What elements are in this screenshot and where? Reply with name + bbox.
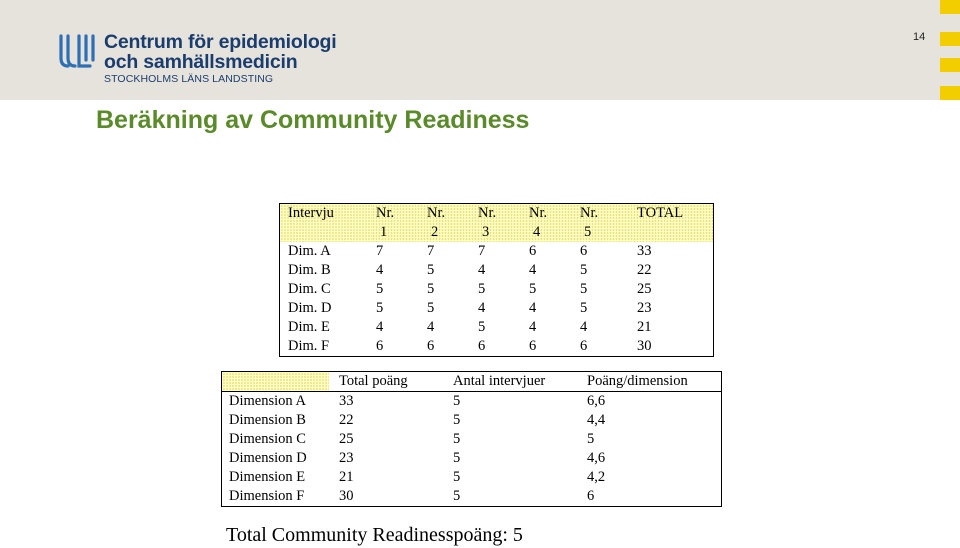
header-cell-interview: Nr. 1 xyxy=(372,204,423,243)
header-cell-total-points: Total poäng xyxy=(329,372,439,392)
table-row: Dim. D 5 5 4 4 5 23 xyxy=(288,300,652,316)
slide-header xyxy=(0,0,960,100)
table-row: Dim. F 6 6 6 6 6 30 xyxy=(288,338,652,354)
decoration-square xyxy=(940,0,960,14)
page-number: 14 xyxy=(913,31,926,43)
header-cell-points-per-dimension: Poäng/dimension xyxy=(577,372,722,392)
header-cell-interview-count: Antal intervjuer xyxy=(439,372,577,392)
header-cell-interview: Nr. 2 xyxy=(423,204,474,243)
header-cell-empty xyxy=(222,372,330,392)
table-row: Dim. C 5 5 5 5 5 25 xyxy=(288,281,652,297)
dimension-score-table xyxy=(221,371,722,507)
interview-table xyxy=(279,203,714,357)
logo-subtitle: och samhällsmedicin xyxy=(104,51,298,73)
interview-table-header xyxy=(280,204,714,243)
table-row: Dimension E 21 5 4,2 xyxy=(229,469,606,485)
sll-logo-icon xyxy=(56,32,100,70)
table-row: Dim. B 4 5 4 4 5 22 xyxy=(288,262,652,278)
header-cell-interview: Nr. 4 xyxy=(525,204,576,243)
header-cell-interview: Nr. 3 xyxy=(474,204,525,243)
table-row: Dimension F 30 5 6 xyxy=(229,488,595,504)
table-row: Dimension B 22 5 4,4 xyxy=(229,412,606,428)
slide-title: Beräkning av Community Readiness xyxy=(96,106,530,134)
header-cell-total: TOTAL xyxy=(627,204,714,243)
decoration-square xyxy=(940,86,960,100)
dimension-table-header xyxy=(222,372,722,392)
header-cell-interview: Nr. 5 xyxy=(576,204,627,243)
decoration-square xyxy=(940,32,960,46)
table-row: Dimension D 23 5 4,6 xyxy=(229,450,606,466)
table-row: Dimension C 25 5 5 xyxy=(229,431,595,447)
table-row: Dimension A 33 5 6,6 xyxy=(229,393,606,409)
header-cell-label: Intervju xyxy=(280,204,373,243)
decoration-square xyxy=(940,58,960,72)
table-row: Dim. A 7 7 7 6 6 33 xyxy=(288,243,652,259)
logo-title: Centrum för epidemiologi xyxy=(104,31,337,53)
total-readiness-score: Total Community Readinesspoäng: 5 xyxy=(226,524,523,546)
table-row: Dim. E 4 4 5 4 4 21 xyxy=(288,319,652,335)
logo-organization: STOCKHOLMS LÄNS LANDSTING xyxy=(104,73,274,85)
